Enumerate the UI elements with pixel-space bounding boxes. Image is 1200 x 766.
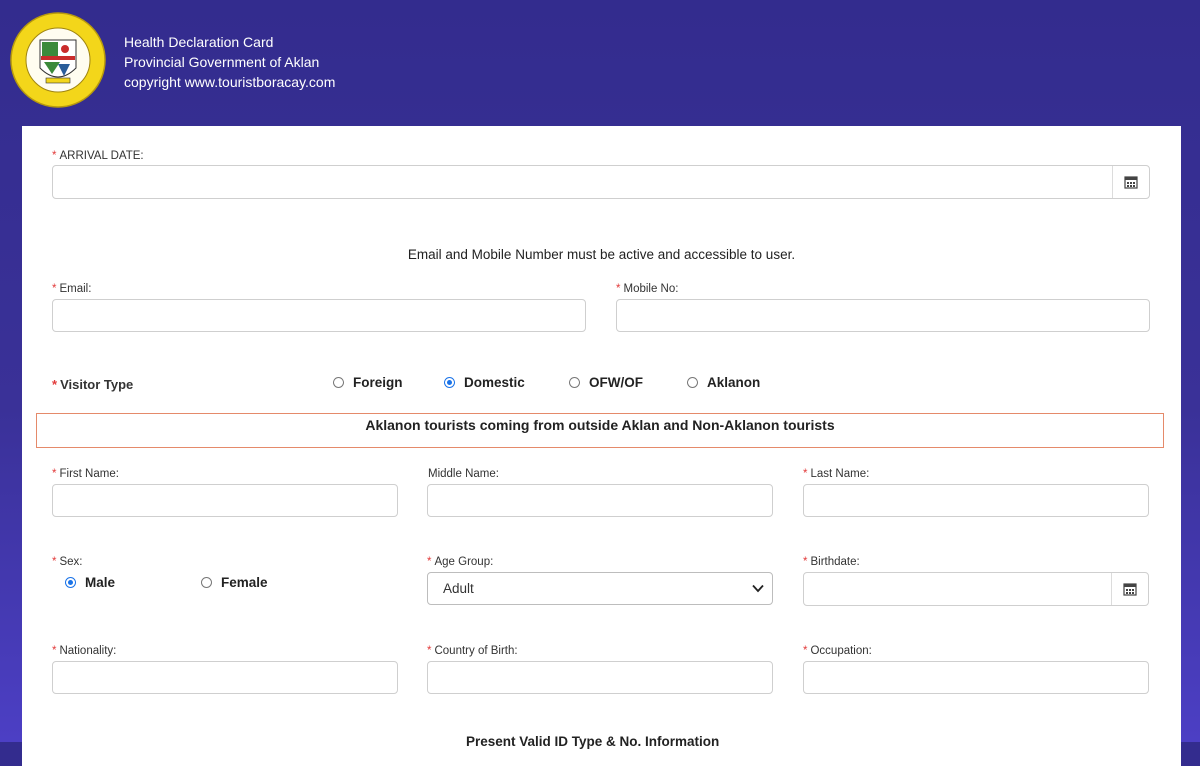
chevron-down-icon <box>752 584 764 593</box>
arrival-date-label: * ARRIVAL DATE: <box>52 150 144 162</box>
occupation-input[interactable] <box>803 661 1149 694</box>
occupation-label: * Occupation: <box>803 645 872 657</box>
birthdate-input[interactable] <box>803 572 1149 606</box>
nationality-input[interactable] <box>52 661 398 694</box>
valid-id-section-heading: Present Valid ID Type & No. Information <box>466 734 720 749</box>
calendar-icon <box>1123 582 1137 596</box>
country-of-birth-input[interactable] <box>427 661 773 694</box>
header-title: Health Declaration Card <box>124 34 274 50</box>
email-input[interactable] <box>52 299 586 332</box>
visitor-type-label: * Visitor Type <box>52 377 134 392</box>
arrival-date-calendar-button[interactable] <box>1112 166 1149 198</box>
age-group-label: * Age Group: <box>427 556 494 568</box>
contact-notice: Email and Mobile Number must be active and accessible to user. <box>407 247 796 262</box>
header-text-block <box>124 32 335 92</box>
header-copyright: copyright www.touristboracay.com <box>124 74 336 90</box>
last-name-input[interactable] <box>803 484 1149 517</box>
declaration-form-card <box>22 126 1181 766</box>
visitor-type-aklanon-radio[interactable]: Aklanon <box>687 375 760 390</box>
sex-female-radio[interactable]: Female <box>201 575 268 590</box>
birthdate-label: * Birthdate: <box>803 556 860 568</box>
calendar-icon <box>1124 175 1138 189</box>
first-name-input[interactable] <box>52 484 398 517</box>
middle-name-input[interactable] <box>427 484 773 517</box>
visitor-type-foreign-radio[interactable]: Foreign <box>333 375 403 390</box>
country-of-birth-label: * Country of Birth: <box>427 645 518 657</box>
arrival-date-input[interactable] <box>52 165 1150 199</box>
birthdate-calendar-button[interactable] <box>1111 573 1148 605</box>
header-subtitle: Provincial Government of Aklan <box>124 54 320 70</box>
required-asterisk: * <box>52 150 57 162</box>
age-group-selected-value: Adult <box>443 581 474 596</box>
page-header <box>0 0 1200 126</box>
sex-male-radio[interactable]: Male <box>65 575 115 590</box>
mobile-label: * Mobile No: <box>616 283 679 295</box>
nationality-label: * Nationality: <box>52 645 117 657</box>
visitor-type-domestic-radio[interactable]: Domestic <box>444 375 525 390</box>
aklan-official-seal-logo <box>10 12 106 108</box>
mobile-input[interactable] <box>616 299 1150 332</box>
age-group-select[interactable] <box>427 572 773 605</box>
visitor-type-ofw-radio[interactable]: OFW/OF <box>569 375 643 390</box>
email-label: * Email: <box>52 283 92 295</box>
first-name-label: * First Name: <box>52 468 119 480</box>
sex-label: * Sex: <box>52 556 83 568</box>
tourist-category-banner: Aklanon tourists coming from outside Aklan and Non-Aklanon tourists <box>36 413 1164 448</box>
last-name-label: * Last Name: <box>803 468 870 480</box>
middle-name-label: Middle Name: <box>428 468 499 480</box>
